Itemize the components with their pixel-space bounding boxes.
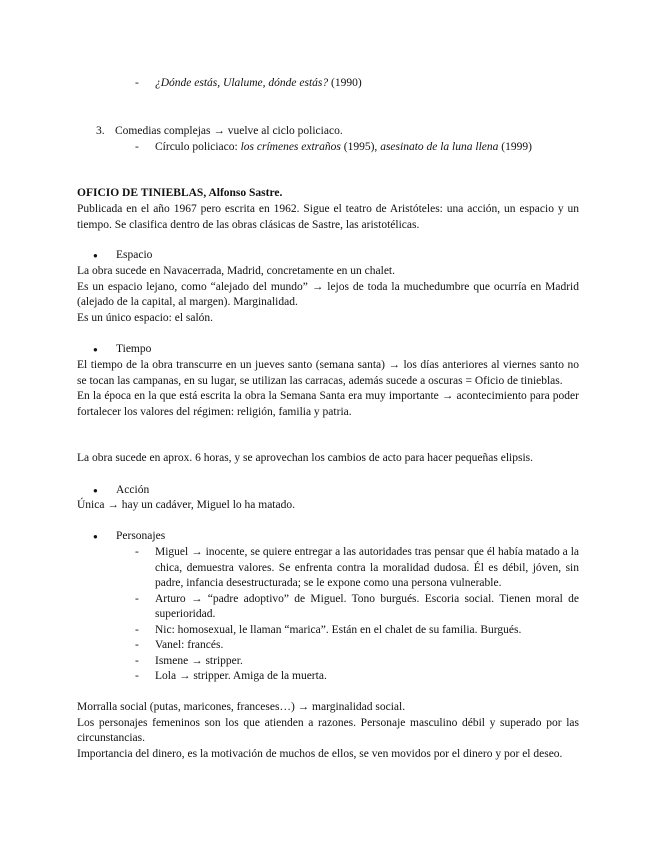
paragraph: Los personajes femeninos son los que atienden a razones. Personaje masculino débil y superado por las circunstancias. bbox=[77, 716, 579, 744]
bullet-icon: ● bbox=[93, 532, 98, 541]
text-prefix: Círculo policiaco: bbox=[155, 141, 241, 153]
heading-text: OFICIO DE TINIEBLAS, Alfonso Sastre. bbox=[77, 187, 283, 199]
list-item-text: Nic: homosexual, le llaman “marica”. Están en el chalet de su familia. Burgués. bbox=[155, 623, 522, 636]
list-item-text: Vanel: francés. bbox=[155, 639, 224, 651]
bullet-label: Tiempo bbox=[116, 343, 152, 355]
bullet-icon: ● bbox=[93, 486, 98, 495]
dash-marker: - bbox=[135, 670, 139, 682]
text-mid: (1995), bbox=[340, 141, 381, 153]
list-item-text: Miguel → inocente, se quiere entregar a las autoridades tras pensar que él había matado a la chica, demuestra valores. Se enfrenta contra la moralidad dudosa. Él es débil, jóven, sin padre, infancia desestructurada; se le expone como una persona vulnerable. bbox=[155, 546, 579, 589]
paragraph: El tiempo de la obra transcurre en un jueves santo (semana santa) → los días anteriores al viernes santo no se tocan las campanas, en su lugar, se utilizan las carracas, además sucede a oscuras = Oficio de tinieblas. bbox=[77, 359, 579, 387]
section-heading bbox=[77, 186, 579, 202]
bullet-icon: ● bbox=[93, 251, 98, 260]
paragraph: La obra sucede en Navacerrada, Madrid, concretamente en un chalet. bbox=[77, 265, 395, 277]
work-title: ¿Dónde estás, Ulalume, dónde estás? bbox=[155, 77, 329, 89]
dash-marker: - bbox=[135, 592, 139, 605]
bullet-icon: ● bbox=[93, 345, 98, 354]
bullet-label: Espacio bbox=[116, 249, 153, 261]
list-item-text: Arturo → “padre adoptivo” de Miguel. Tono burgués. Escoria social. Tienen moral de superioridad. bbox=[155, 592, 579, 620]
work-title: asesinato de la luna llena bbox=[380, 141, 499, 153]
dash-marker: - bbox=[135, 639, 139, 651]
tiempo-duration: La obra sucede en aprox. 6 horas, y se aprovechan los cambios de acto para hacer pequeñas elipsis. bbox=[77, 452, 533, 464]
list-item bbox=[135, 545, 579, 592]
intro-paragraph: Publicada en el año 1967 pero escrita en 1962. Sigue el teatro de Aristóteles: una acción, un espacio y un tiempo. Se clasifica dentro de las obras clásicas de Sastre, las aristotélicas. bbox=[77, 203, 579, 231]
paragraph: Es un espacio lejano, como “alejado del mundo” → lejos de toda la muchedumbre que ocurría en Madrid (alejado de la capital, al margen). Marginalidad. bbox=[77, 280, 579, 308]
list-item-text: Ismene → stripper. bbox=[155, 654, 243, 667]
tiempo-text bbox=[77, 358, 579, 420]
bullet-label: Acción bbox=[116, 484, 150, 496]
paragraph: Es un único espacio: el salón. bbox=[77, 311, 214, 324]
list-item bbox=[135, 669, 579, 685]
dash-marker: - bbox=[135, 623, 139, 636]
list-number: 3. bbox=[96, 125, 105, 137]
list-item bbox=[135, 654, 579, 670]
list-item-text bbox=[155, 140, 532, 156]
espacio-text bbox=[77, 264, 579, 326]
list-item bbox=[135, 592, 579, 623]
list-item bbox=[135, 638, 579, 654]
dash-marker: - bbox=[135, 546, 139, 558]
paragraph: Morralla social (putas, maricones, franceses…) → marginalidad social. bbox=[77, 701, 406, 713]
work-title: los crímenes extraños bbox=[240, 141, 341, 153]
list-item bbox=[135, 623, 579, 639]
bullet-label: Personajes bbox=[116, 530, 166, 542]
list-item-text bbox=[155, 76, 362, 92]
work-year: (1990) bbox=[328, 77, 362, 89]
accion-text: Única → hay un cadáver, Miguel lo ha matado. bbox=[77, 499, 295, 511]
dash-marker: - bbox=[135, 141, 139, 153]
dash-marker: - bbox=[135, 77, 139, 89]
list-item-text: Comedias complejas → vuelve al ciclo policiaco. bbox=[115, 125, 343, 137]
work-year: (1999) bbox=[498, 141, 532, 153]
dash-marker: - bbox=[135, 654, 139, 667]
paragraph: En la época en la que está escrita la obra la Semana Santa era muy importante → acontecimiento para poder fortalecer los valores del régimen: religión, familia y patria. bbox=[77, 390, 579, 418]
personajes-list bbox=[135, 545, 579, 685]
paragraph: Importancia del dinero, es la motivación de muchos de ellos, se ven movidos por el dinero y por el deseo. bbox=[77, 747, 563, 760]
closing-text bbox=[77, 700, 579, 762]
list-item-text: Lola → stripper. Amiga de la muerta. bbox=[155, 670, 327, 682]
